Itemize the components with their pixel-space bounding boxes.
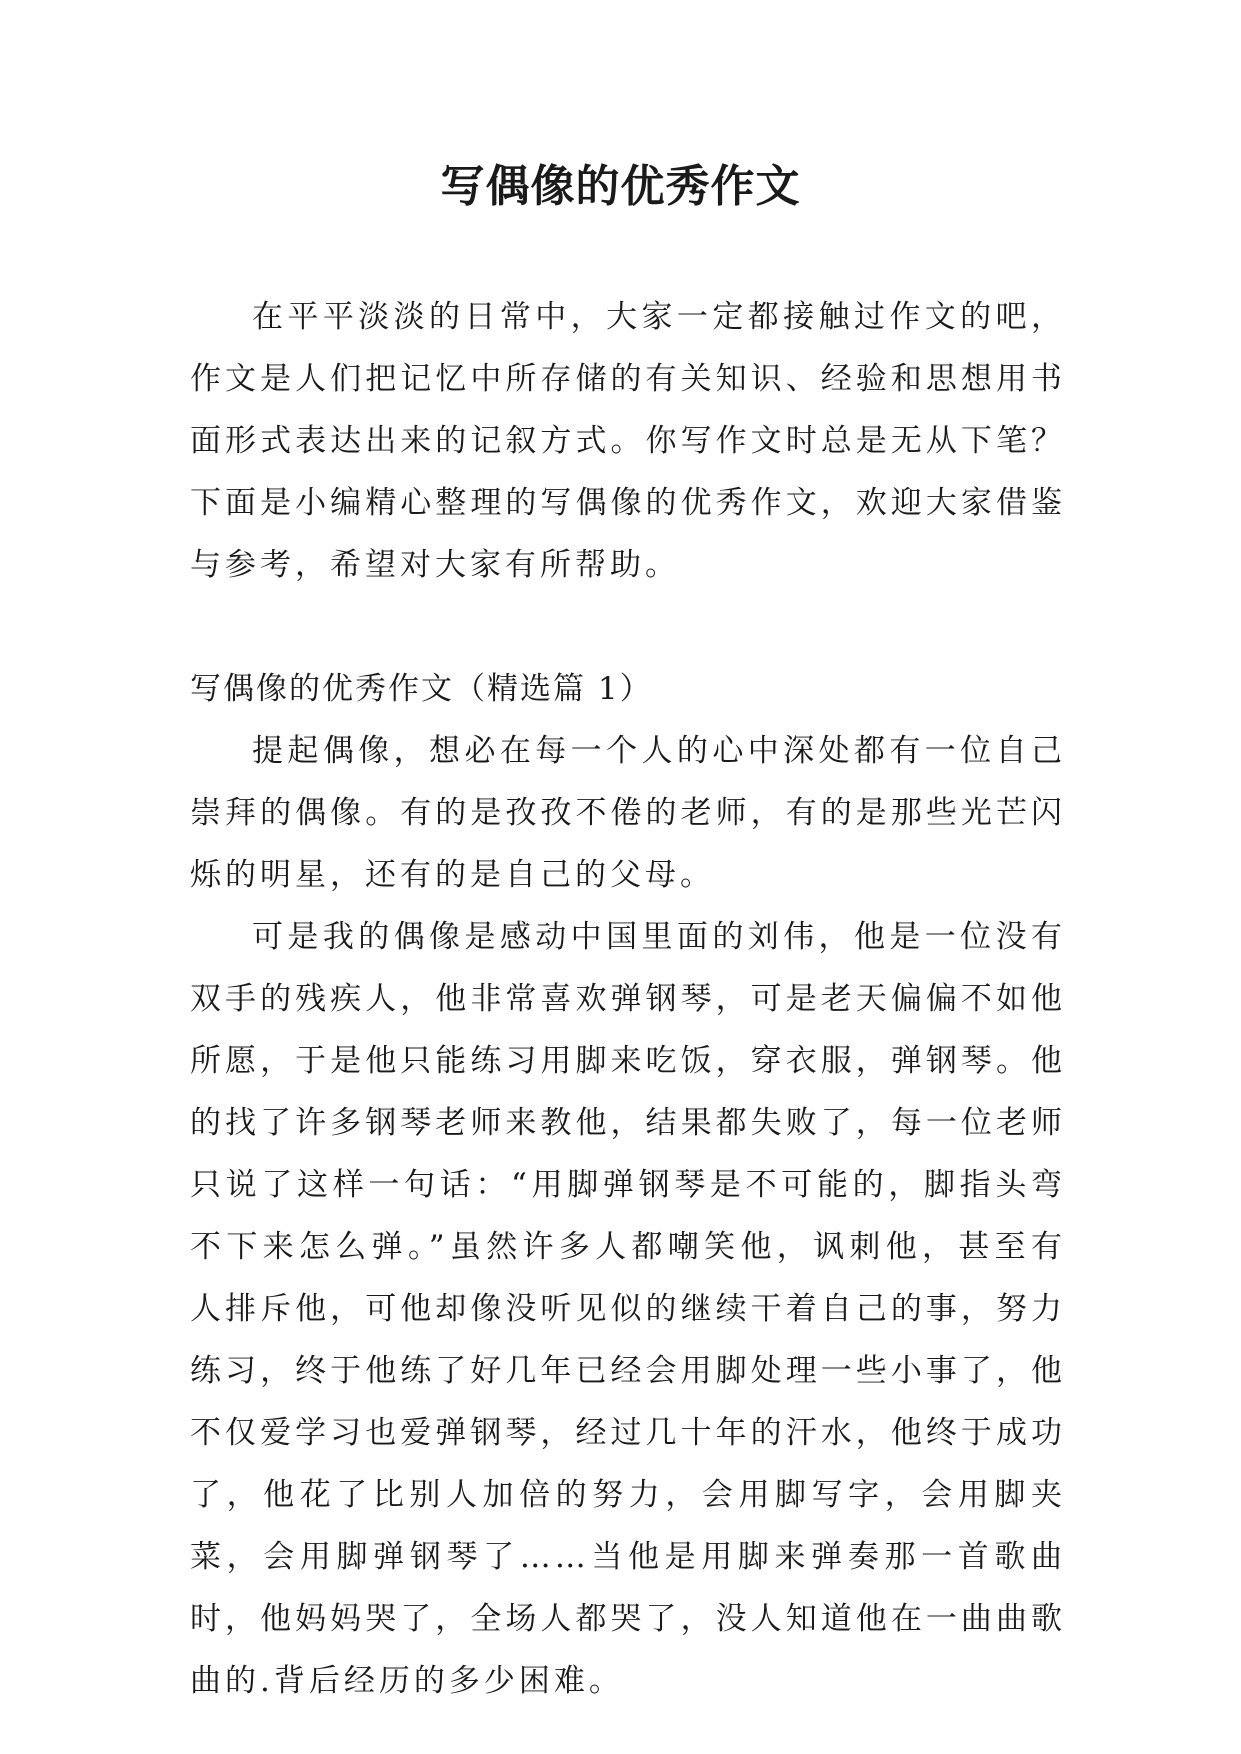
section-heading: 写偶像的优秀作文（精选篇 1） bbox=[190, 671, 653, 707]
document-body bbox=[190, 286, 1066, 1712]
body-paragraph-1: 提起偶像，想必在每一个人的心中深处都有一位自己崇拜的偶像。有的是孜孜不倦的老师，有的是那些光芒闪烁的明星，还有的是自己的父母。 bbox=[190, 733, 1066, 893]
body-paragraph-2: 可是我的偶像是感动中国里面的刘伟，他是一位没有双手的残疾人，他非常喜欢弹钢琴，可是老天偏偏不如他所愿，于是他只能练习用脚来吃饭，穿衣服，弹钢琴。他的找了许多钢琴老师来教他，结果都失败了，每一位老师只说了这样一句话：“用脚弹钢琴是不可能的，脚指头弯不下来怎么弹。”虽然许多人都嘲笑他，讽刺他，甚至有人排斥他，可他却像没听见似的继续干着自己的事，努力练习，终于他练了好几年已经会用脚处理一些小事了，他不仅爱学习也爱弹钢琴，经过几十年的汗水，他终于成功了，他花了比别人加倍的努力，会用脚写字，会用脚夹菜，会用脚弹钢琴了……当他是用脚来弹奏那一首歌曲时，他妈妈哭了，全场人都哭了，没人知道他在一曲曲歌曲的.背后经历的多少困难。 bbox=[190, 919, 1066, 1699]
intro-paragraph: 在平平淡淡的日常中，大家一定都接触过作文的吧，作文是人们把记忆中所存储的有关知识、经验和思想用书面形式表达出来的记叙方式。你写作文时总是无从下笔？下面是小编精心整理的写偶像的优秀作文，欢迎大家借鉴与参考，希望对大家有所帮助。 bbox=[190, 299, 1066, 583]
document-title: 写偶像的优秀作文 bbox=[440, 161, 801, 212]
